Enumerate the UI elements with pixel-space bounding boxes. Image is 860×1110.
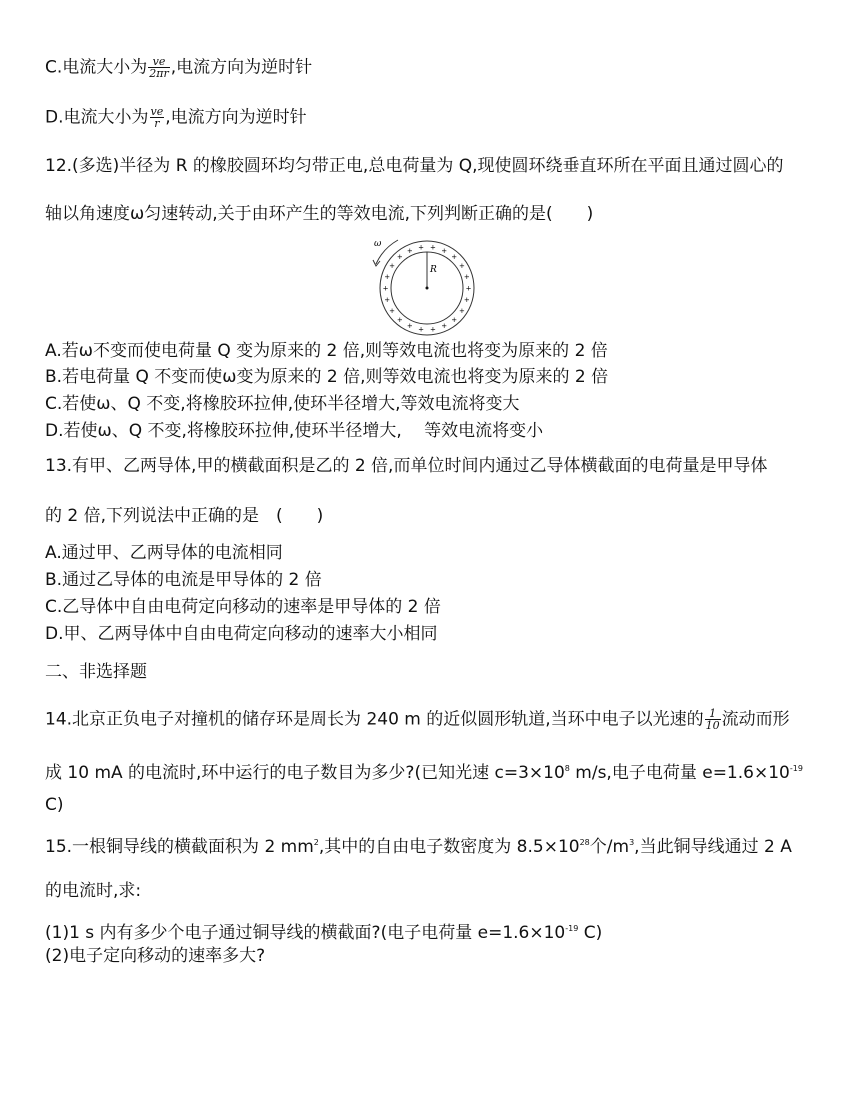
option-text: ,电流方向为逆时针 (165, 107, 307, 128)
q14-text: 流动而形 (721, 709, 790, 730)
q12-option-c: C.若使ω、Q 不变,将橡胶环拉伸,使环半径增大,等效电流将变大 (45, 394, 520, 414)
fraction-numerator: ve (148, 56, 170, 68)
q14-text: m/s,电子电荷量 e=1.6×10 (569, 763, 790, 783)
fraction-numerator: ve (150, 105, 164, 118)
q13-option-c: C.乙导体中自由电荷定向移动的速率是甲导体的 2 倍 (45, 597, 441, 617)
charge-plus-symbol: + (382, 284, 389, 293)
charge-plus-symbol: + (463, 296, 470, 305)
q13-option-d: D.甲、乙两导体中自由电荷定向移动的速率大小相同 (45, 624, 438, 644)
fraction-numerator: 1 (705, 708, 721, 720)
fraction-denominator: 10 (705, 719, 720, 732)
q14-text: 成 10 mA 的电流时,环中运行的电子数目为多少?(已知光速 c=3×10 (45, 763, 565, 783)
charge-plus-symbol: + (458, 306, 465, 315)
q15-text: 15.一根铜导线的横截面积为 2 mm (45, 837, 314, 857)
charge-plus-symbol: + (389, 306, 396, 315)
q15-line2: 的电流时,求: (45, 881, 142, 901)
q13-stem-line1: 13.有甲、乙两导体,甲的横截面积是乙的 2 倍,而单位时间内通过乙导体横截面的电荷量是甲导体 (45, 456, 768, 476)
ring-diagram (372, 234, 482, 342)
charge-plus-symbol: + (418, 325, 425, 334)
charge-plus-symbol: + (441, 322, 448, 331)
q15-text: C) (578, 923, 603, 943)
section-title: 二、非选择题 (45, 662, 147, 682)
charge-plus-symbol: + (384, 272, 391, 281)
charge-plus-symbol: + (396, 253, 403, 262)
q12-stem-line2: 轴以角速度ω匀速转动,关于由环产生的等效电流,下列判断正确的是( ) (45, 204, 594, 224)
q12-option-a: A.若ω不变而使电荷量 Q 变为原来的 2 倍,则等效电流也将变为原来的 2 倍 (45, 341, 608, 361)
charge-plus-symbol: + (465, 284, 472, 293)
q15-text: ,当此铜导线通过 2 A (634, 837, 792, 857)
fraction-one-tenth (705, 708, 721, 731)
charge-plus-symbol: + (389, 262, 396, 271)
option-text: 电流大小为 (62, 57, 148, 78)
charge-plus-symbol: + (463, 272, 470, 281)
q12-stem-line1: 12.(多选)半径为 R 的橡胶圆环均匀带正电,总电荷量为 Q,现使圆环绕垂直环所在平面且通过圆心的 (45, 156, 784, 176)
q14-line2 (45, 758, 803, 784)
option-prefix: D. (45, 107, 64, 128)
q15-sub2: (2)电子定向移动的速率多大? (45, 946, 266, 966)
charge-plus-symbol: + (406, 322, 413, 331)
q15-text: (1)1 s 内有多少个电子通过铜导线的横截面?(电子电荷量 e=1.6×10 (45, 923, 566, 943)
exponent: 28 (579, 838, 590, 847)
exponent: 3 (629, 838, 635, 847)
fraction-ve-over-2pir (148, 56, 170, 79)
charge-plus-symbol: + (418, 243, 425, 252)
q15-text: 个/m (589, 837, 630, 857)
fraction-denominator: 2πr (149, 67, 169, 80)
q15-text: ,其中的自由电子数密度为 8.5×10 (318, 837, 580, 857)
q11-option-d (45, 106, 307, 129)
q15-sub1 (45, 918, 602, 944)
charge-plus-symbol: + (451, 315, 458, 324)
exponent: 2 (313, 838, 319, 847)
q14-line1 (45, 708, 790, 731)
q12-option-b: B.若电荷量 Q 不变而使ω变为原来的 2 倍,则等效电流也将变为原来的 2 倍 (45, 367, 609, 387)
exponent: 8 (564, 764, 570, 773)
q14-line3: C) (45, 795, 64, 815)
charge-plus-symbol: + (451, 253, 458, 262)
q13-option-b: B.通过乙导体的电流是甲导体的 2 倍 (45, 570, 322, 590)
q13-stem-line2: 的 2 倍,下列说法中正确的是 ( ) (45, 506, 324, 526)
charge-plus-symbol: + (406, 246, 413, 255)
exponent: -19 (565, 924, 579, 933)
radius-label: R (430, 265, 437, 275)
q12-option-d: D.若使ω、Q 不变,将橡胶环拉伸,使环半径增大, 等效电流将变小 (45, 421, 544, 441)
charge-plus-symbol: + (396, 315, 403, 324)
q11-option-c (45, 56, 312, 79)
omega-label: ω (374, 239, 382, 249)
q15-line1 (45, 832, 792, 858)
fraction-denominator: r (154, 117, 160, 130)
q14-text: 14.北京正负电子对撞机的储存环是周长为 240 m 的近似圆形轨道,当环中电子以光速的 (45, 709, 704, 730)
rotating-charged-ring-figure (372, 234, 482, 342)
center-point (426, 287, 429, 290)
exponent: -19 (789, 764, 803, 773)
charge-plus-symbol: + (441, 246, 448, 255)
option-text: 电流大小为 (63, 107, 149, 128)
charge-plus-symbol: + (384, 296, 391, 305)
fraction-ve-over-r (150, 106, 165, 129)
q13-option-a: A.通过甲、乙两导体的电流相同 (45, 543, 283, 563)
option-text: ,电流方向为逆时针 (170, 57, 313, 78)
charge-plus-symbol: + (429, 243, 436, 252)
option-prefix: C. (45, 57, 63, 78)
charge-plus-symbol: + (429, 325, 436, 334)
charge-plus-symbol: + (458, 262, 465, 271)
